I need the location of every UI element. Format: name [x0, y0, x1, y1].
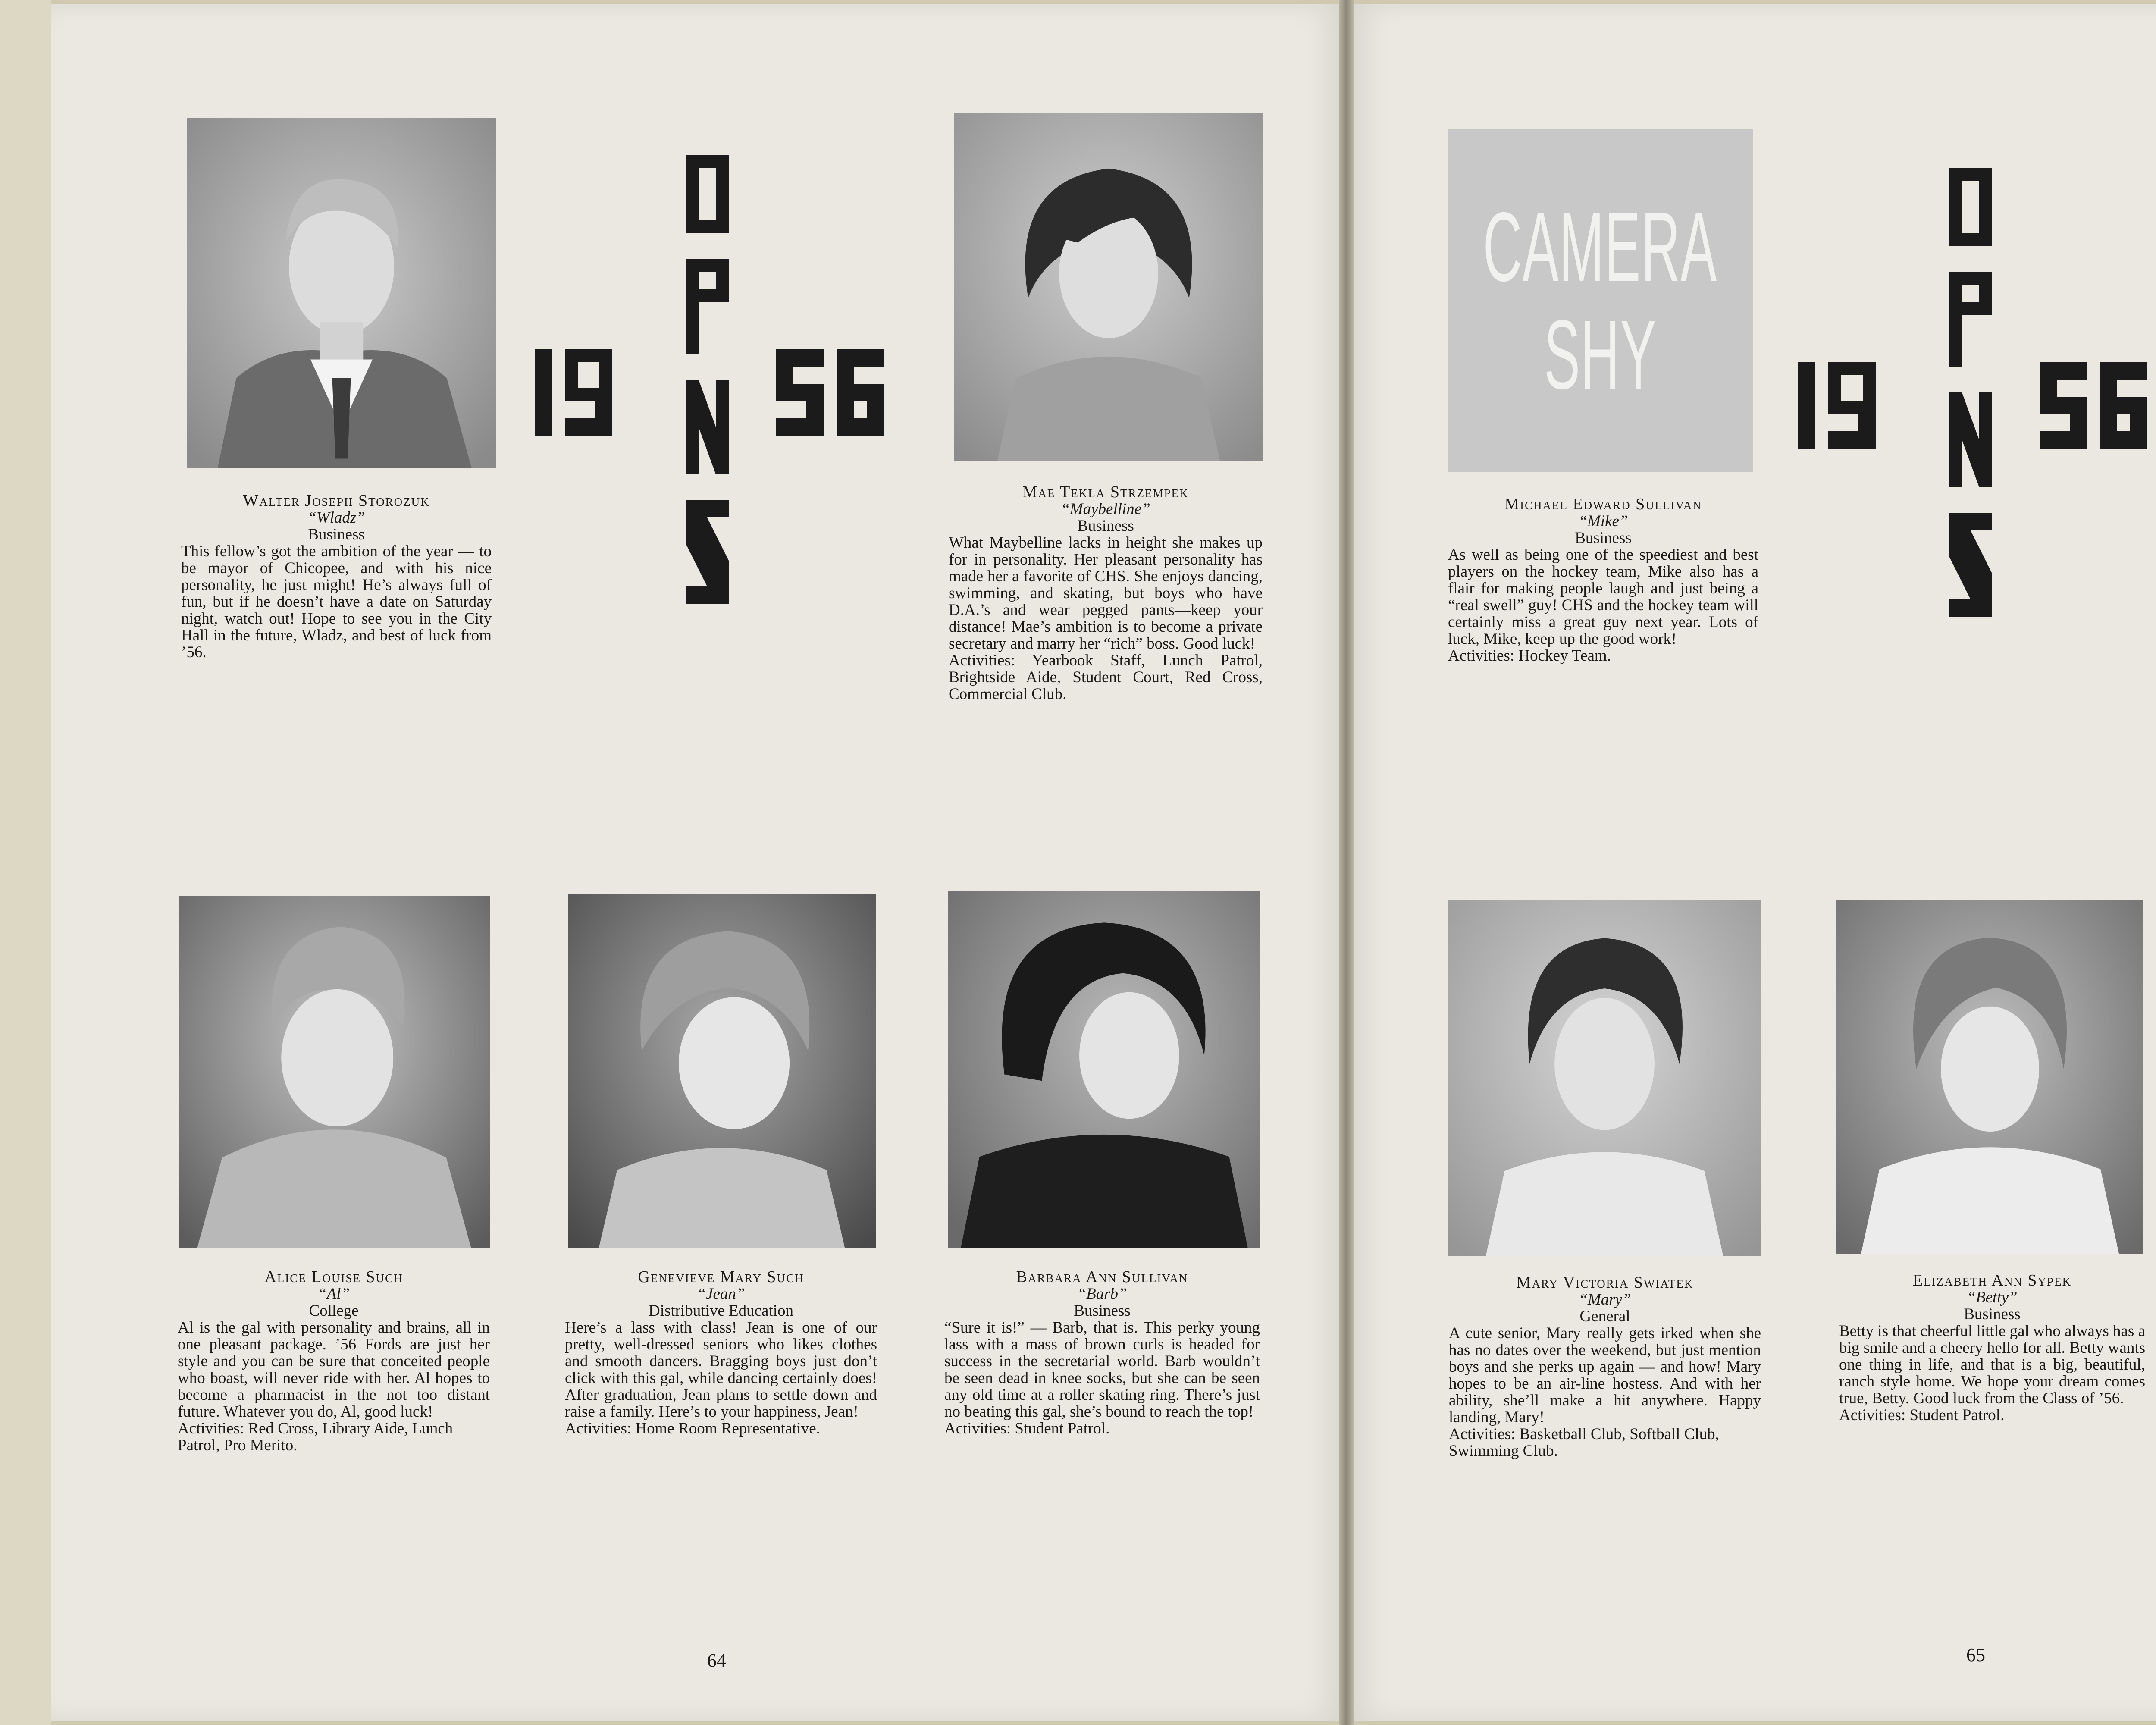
student-activities: Activities: Red Cross, Library Aide, Lunch Patrol, Pro Merito. — [178, 1420, 453, 1454]
student-bio-elizabeth — [1839, 1272, 2145, 1424]
student-photo-mae — [954, 113, 1263, 461]
student-bio-walter — [181, 492, 492, 661]
student-name: Michael Edward Sullivan — [1504, 495, 1702, 513]
student-nickname: “Al” — [317, 1285, 350, 1303]
class-year-emblem-right — [1789, 160, 2156, 625]
student-course: Business — [1077, 517, 1134, 535]
page-number-left: 64 — [707, 1650, 726, 1671]
student-course: Business — [308, 526, 365, 543]
student-write-up: Al is the gal with personality and brains, all in one pleasant package. ’56 Fords are just her style and you can be sure that conceited people who boast, will never ride with her. Al hopes to become a pharmacist in the not too distant future. Whatever you do, Al, good luck! — [178, 1319, 490, 1421]
student-activities: Activities: Basketball Club, Softball Club, Swimming Club. — [1449, 1425, 1719, 1460]
student-nickname: “Barb” — [1077, 1285, 1127, 1303]
student-activities: Activities: Home Room Representative. — [565, 1420, 820, 1437]
student-write-up: This fellow’s got the ambition of the year — to be mayor of Chicopee, and with his nice personality, he just might! He’s always full of fun, but if he doesn’t have a date on Saturday night, watch out! Hope to see you in the City Hall in the future, Wladz, and best of luck from ’56. — [181, 543, 492, 661]
student-course: College — [309, 1302, 359, 1320]
student-bio-michael — [1448, 496, 1758, 664]
student-write-up: “Sure it is!” — Barb, that is. This perky young lass with a mass of brown curls is headed for success in the secretarial world. Barb wouldn’t be seen dead in knee socks, but she can be seen any old time at a roller skating ring. There’s just no beating this gal, she’s bound to reach the top! — [944, 1319, 1260, 1421]
student-course: Business — [1575, 529, 1632, 547]
student-photo-walter — [187, 118, 496, 468]
student-course: Business — [1074, 1302, 1131, 1320]
student-activities: Activities: Student Patrol. — [944, 1420, 1110, 1437]
student-name: Walter Joseph Storozuk — [243, 492, 430, 510]
book-edge-left — [0, 0, 51, 1725]
camera-shy-placeholder — [1448, 129, 1753, 472]
camera-shy-line2: SHY — [1544, 300, 1657, 410]
camera-shy-line1: CAMERA — [1483, 192, 1717, 302]
student-nickname: “Mike” — [1578, 512, 1628, 530]
student-nickname: “Betty” — [1967, 1289, 2018, 1306]
student-activities: Activities: Student Patrol. — [1839, 1406, 2005, 1424]
student-name: Genevieve Mary Such — [638, 1268, 804, 1286]
student-bio-genevieve — [565, 1269, 877, 1437]
page-number-right: 65 — [1966, 1644, 1985, 1665]
student-photo-mary — [1448, 900, 1761, 1256]
student-course: Distributive Education — [648, 1302, 794, 1320]
student-write-up: What Maybelline lacks in height she makes up for in personality. Her pleasant personality has made her a favorite of CHS. She enjoys dancing, swimming, and skating, but boys who have D.A.’s and wear pegged pants—keep your distance! Mae’s ambition is to become a private secretary and marry her “rich” boss. Good luck! — [949, 534, 1263, 652]
student-bio-mae — [949, 484, 1263, 703]
student-nickname: “Maybelline” — [1061, 500, 1150, 518]
student-name: Alice Louise Such — [264, 1268, 403, 1286]
student-activities: Activities: Hockey Team. — [1448, 647, 1611, 665]
student-name: Mae Tekla Strzempek — [1022, 483, 1189, 501]
student-name: Elizabeth Ann Sypek — [1912, 1271, 2072, 1289]
student-write-up: Here’s a lass with class! Jean is one of our pretty, well-dressed seniors who likes clothes and smooth dancers. Bragging boys just don’t click with this gal, while dancing certainly does! After graduation, Jean plans to settle down and raise a family. Here’s to your happiness, Jean! — [565, 1319, 877, 1421]
student-photo-genevieve — [568, 894, 876, 1248]
student-name: Mary Victoria Swiatek — [1516, 1273, 1694, 1292]
student-name: Barbara Ann Sullivan — [1016, 1268, 1188, 1286]
student-write-up: A cute senior, Mary really gets irked when she has no dates over the weekend, but just mention boys and she perks up again — and how! Mary hopes to be an air-line hostess. And with her ability, she’ll make a hit anywhere. Happy landing, Mary! — [1449, 1324, 1761, 1426]
student-activities: Activities: Yearbook Staff, Lunch Patrol, Brightside Aide, Student Court, Red Cross, Commercial Club. — [949, 652, 1263, 703]
student-course: General — [1579, 1308, 1630, 1325]
student-photo-alice — [179, 896, 490, 1248]
student-photo-elizabeth — [1836, 900, 2143, 1254]
student-photo-barbara — [948, 891, 1260, 1248]
student-nickname: “Mary” — [1579, 1291, 1631, 1308]
student-write-up: Betty is that cheerful little gal who always has a big smile and a cheery hello for all. Betty wants one thing in life, and that is a big, beautiful, ranch style home. We hope your dream comes true, Betty. Good luck from the Class of ’56. — [1839, 1322, 2145, 1407]
student-nickname: “Wladz” — [307, 509, 365, 527]
student-course: Business — [1964, 1305, 2021, 1323]
student-nickname: “Jean” — [697, 1285, 745, 1303]
student-write-up: As well as being one of the speediest and best players on the hockey team, Mike also has a flair for making people laugh and just being a “real swell” guy! CHS and the hockey team will certainly miss a great guy next year. Lots of luck, Mike, keep up the good work! — [1448, 546, 1758, 648]
student-bio-mary — [1449, 1274, 1761, 1459]
class-year-emblem-left — [526, 147, 914, 612]
student-bio-barbara — [944, 1269, 1260, 1437]
book-gutter — [1339, 0, 1354, 1725]
student-bio-alice — [178, 1269, 490, 1454]
